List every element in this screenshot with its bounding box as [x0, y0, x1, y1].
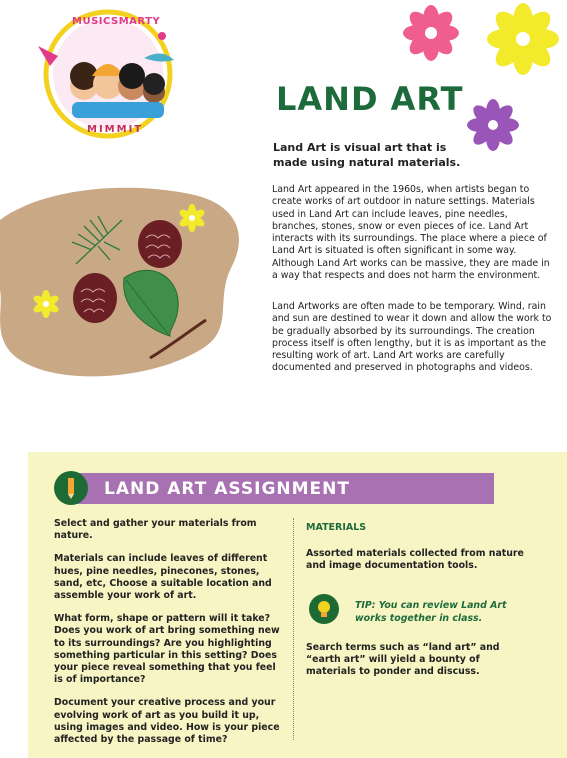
assignment-title: LAND ART ASSIGNMENT — [104, 479, 350, 499]
instruction-step: Document your creative process and your evolving work of art as you build it up, using images and video. How is your piece affected by the passage of time? — [54, 697, 280, 746]
flower-decoration-pink — [400, 2, 462, 64]
musicsmarty-logo — [32, 6, 182, 146]
tip-text: TIP: You can review Land Art works together in class. — [355, 600, 507, 624]
pencil-icon — [54, 471, 88, 505]
assignment-instructions — [54, 518, 286, 757]
materials-heading: MATERIALS — [306, 522, 367, 533]
paragraph-history: Land Art appeared in the 1960s, when artists began to create works of art outdoor in nature settings. Materials used in Land Art can include leaves, pine needles, branches, stones, snow or even pieces of ice. Land Art interacts with its surroundings. The place where a piece of Land Art is situated is often significant in some way. Although Land Art works can be massive, they are made in a way that respects and does not harm the environment. — [272, 184, 550, 282]
page-title: LAND ART — [276, 80, 464, 118]
instruction-step: Materials can include leaves of different hues, pine needles, pinecones, stones, sand, etc, Choose a suitable location and assemble your work of art. — [54, 553, 272, 602]
logo-publisher-text: MIMMIT — [87, 124, 144, 135]
flower-decoration-purple — [465, 97, 521, 153]
paragraph-temporary: Land Artworks are often made to be temporary. Wind, rain and sun are destined to wear it down and allow the work to be gradually absorbed by its surroundings. The creation process itself is often lengthy, but it is as important as the resulting work of art. Land Art works are carefully documented and preserved in photographs and videos. — [272, 301, 552, 374]
instruction-step: What form, shape or pattern will it take? Does you work of art bring something new to its surroundings? Are you highlighting something particular in this setting? Does your piece reveal something that you feel is of importance? — [54, 613, 280, 686]
intro-text: Land Art is visual art that is made using natural materials. — [273, 141, 461, 169]
land-art-illustration — [0, 180, 252, 390]
lightbulb-icon — [309, 594, 339, 624]
column-divider — [293, 518, 294, 740]
logo-brand-text: MUSICSMARTY — [72, 16, 161, 27]
search-terms-text: Search terms such as “land art” and “earth art” will yield a bounty of materials to ponder and discuss. — [306, 642, 500, 678]
materials-text: Assorted materials collected from nature and image documentation tools. — [306, 548, 524, 572]
instruction-step: Select and gather your materials from nature. — [54, 518, 257, 542]
flower-decoration-yellow — [484, 0, 562, 78]
